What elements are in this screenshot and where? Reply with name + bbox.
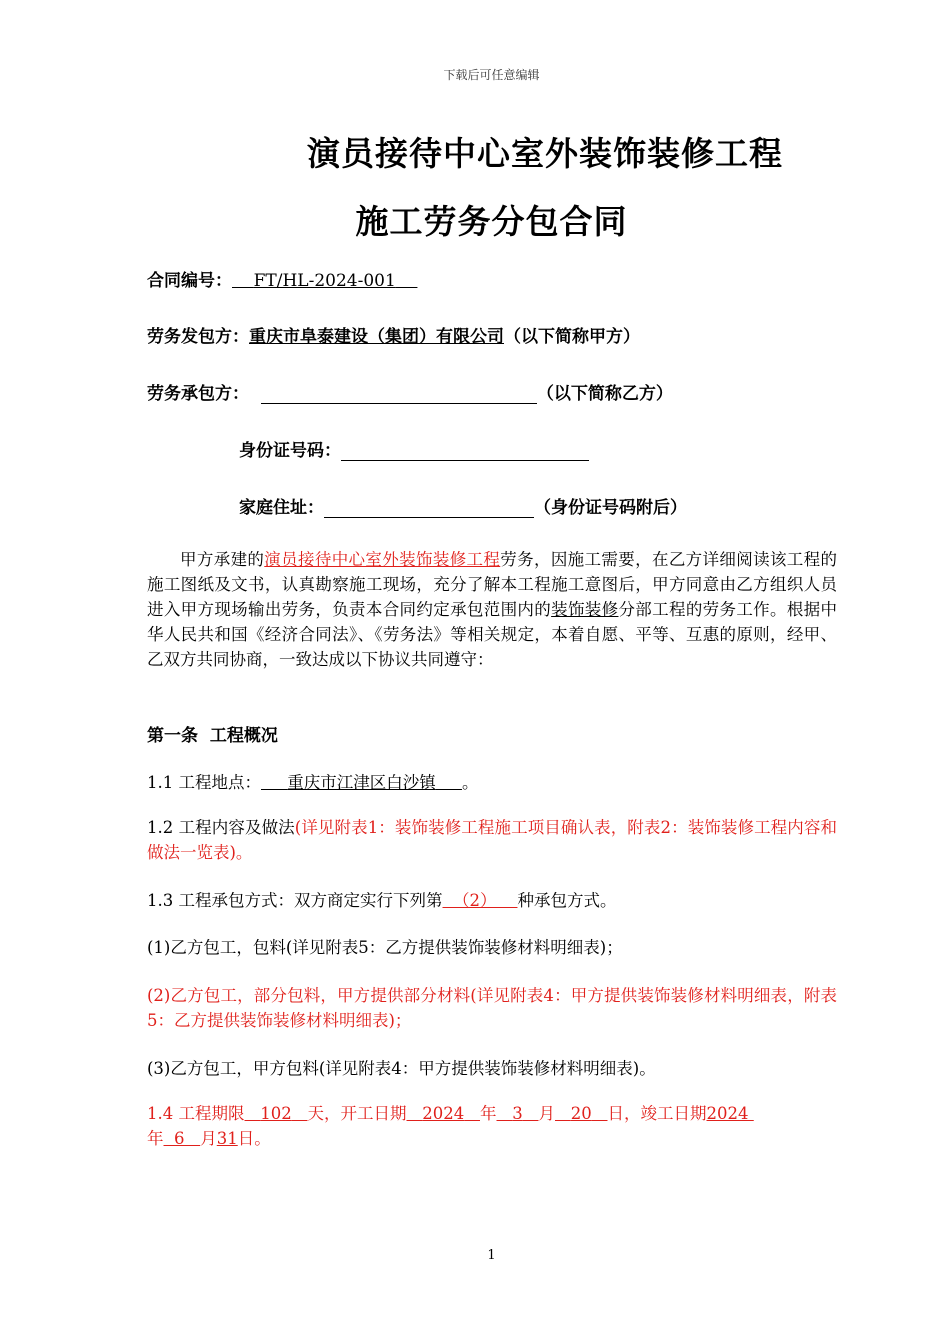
id-no-row xyxy=(239,436,589,461)
id-no-label: 身份证号码： xyxy=(239,441,341,461)
intro-paragraph xyxy=(147,547,837,672)
end-month: 6 xyxy=(174,1129,185,1148)
title-line-1: 演员接待中心室外装饰装修工程 xyxy=(307,134,783,173)
end-year: 2024 xyxy=(706,1104,749,1123)
page-header: 下载后可任意编辑 xyxy=(443,68,540,82)
section-1-1 xyxy=(147,769,478,793)
duration-days: 102 xyxy=(260,1104,292,1123)
end-day: 31 xyxy=(216,1129,238,1148)
page-number: 1 xyxy=(487,1248,496,1263)
s1-1-prefix: 1.1 工程地点： xyxy=(147,773,261,792)
party-b-suffix: （以下简称乙方） xyxy=(536,384,673,404)
party-a-suffix: （以下简称甲方） xyxy=(504,327,640,347)
address-suffix: （身份证号码附后） xyxy=(534,498,687,518)
address-blank xyxy=(324,499,534,518)
option-2: (2)乙方包工，部分包料，甲方提供部分材料(详见附表4：甲方提供装饰装修材料明细表，附表5：乙方提供装饰装修材料明细表)； xyxy=(147,986,837,1030)
party-b-row xyxy=(147,379,673,404)
intro-scope: 装饰装修 xyxy=(551,600,619,619)
intro-text-3: 分部工程的劳务工作。根据中华人民共和国《经济合同法》、《劳务法》等相关规定，本着自愿、平等、互惠的原则，经甲、乙双方共同协商，一致达成以下协议共同遵守： xyxy=(147,600,838,669)
option-3: (3)乙方包工，甲方包料(详见附表4：甲方提供装饰装修材料明细表)。 xyxy=(147,1059,656,1078)
title-line-2: 施工劳务分包合同 xyxy=(355,202,628,241)
contract-no-value: FT/HL-2024-001 xyxy=(253,271,396,291)
start-day: 20 xyxy=(570,1104,592,1123)
start-month: 3 xyxy=(512,1104,523,1123)
s1-3-suffix: 种承包方式。 xyxy=(517,891,617,910)
address-label: 家庭住址： xyxy=(239,498,324,518)
party-a-label: 劳务发包方： xyxy=(147,327,249,347)
party-a-name: 重庆市阜泰建设（集团）有限公司 xyxy=(249,327,504,347)
project-location: 重庆市江津区白沙镇 xyxy=(287,773,436,792)
s1-3-prefix: 1.3 工程承包方式：双方商定实行下列第 xyxy=(147,891,443,910)
section-1-3 xyxy=(147,887,616,911)
contract-no-label: 合同编号： xyxy=(147,271,232,291)
s1-2-red-text: (详见附表1：装饰装修工程施工项目确认表，附表2：装饰装修工程内容和做法一览表)。 xyxy=(147,818,837,862)
section-1-2 xyxy=(147,815,837,865)
article-1-heading: 第一条 工程概况 xyxy=(147,726,278,746)
intro-project-name: 演员接待中心室外装饰装修工程 xyxy=(264,550,501,569)
option-1: (1)乙方包工，包料(详见附表5：乙方提供装饰装修材料明细表)； xyxy=(147,938,623,957)
intro-text-2: 劳务，因施工需要，在乙方详细阅读该工程的施工图纸及文书，认真勘察施工现场，充分了解本工程施工意图后，甲方同意由乙方组织人员进入甲方现场输出劳务，负责本合同约定承包范围内的 xyxy=(147,550,838,619)
section-1-4: 1.4 工程期限 102 天，开工日期 2024 年 3 月 20 日，竣工日期2024 年 6 月31日。 xyxy=(147,1101,837,1151)
s1-2-prefix: 1.2 工程内容及做法 xyxy=(147,818,295,837)
address-row xyxy=(239,493,687,518)
contract-no-row xyxy=(147,266,417,291)
contract-mode-choice: （2） xyxy=(453,891,497,910)
party-b-blank xyxy=(261,385,537,404)
id-no-blank xyxy=(341,442,589,461)
start-year: 2024 xyxy=(422,1104,465,1123)
s1-1-suffix: 。 xyxy=(461,773,479,792)
party-b-label: 劳务承包方： xyxy=(147,384,249,404)
party-a-row xyxy=(147,322,640,347)
intro-text-1: 甲方承建的 xyxy=(180,550,265,569)
